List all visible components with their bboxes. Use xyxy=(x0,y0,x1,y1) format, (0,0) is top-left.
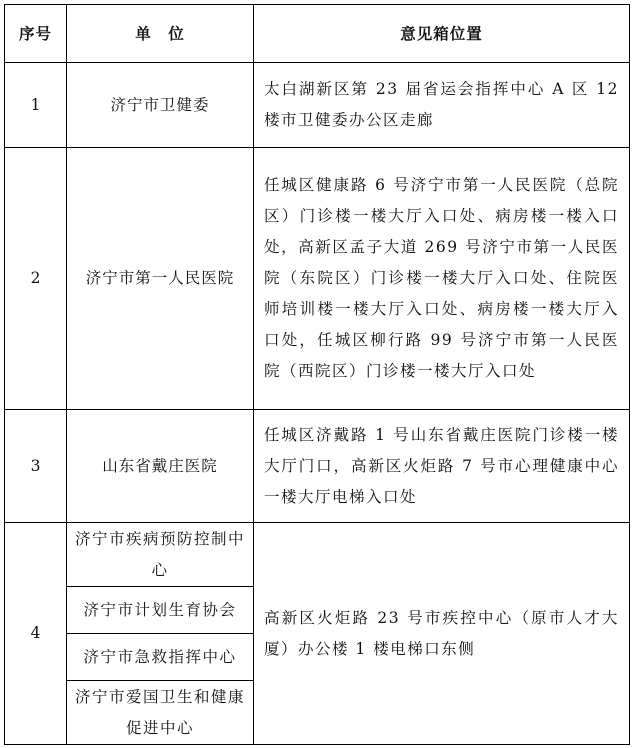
row-unit: 山东省戴庄医院 xyxy=(67,410,254,523)
row-unit: 济宁市急救指挥中心 xyxy=(67,634,254,681)
header-unit: 单 位 xyxy=(67,5,254,63)
table-row xyxy=(5,523,630,587)
table-row xyxy=(5,148,630,410)
row-unit: 济宁市卫健委 xyxy=(67,63,254,148)
row-location: 太白湖新区第 23 届省运会指挥中心 A 区 12 楼市卫健委办公区走廊 xyxy=(254,63,630,148)
table-row xyxy=(5,63,630,148)
table-row xyxy=(5,410,630,523)
row-index: 4 xyxy=(5,523,67,745)
row-location: 任城区健康路 6 号济宁市第一人民医院（总院区）门诊楼一楼大厅入口处、病房楼一楼入口处，高新区孟子大道 269 号济宁市第一人民医院（东院区）门诊楼一楼大厅入口处、住院医师培训楼一楼大厅入口处、病房楼一楼大厅入口处，任城区柳行路 99 号济宁市第一人民医院（西院区）门诊楼一楼大厅入口处 xyxy=(254,148,630,410)
row-unit: 济宁市疾病预防控制中心 xyxy=(67,523,254,587)
row-index: 2 xyxy=(5,148,67,410)
header-location: 意见箱位置 xyxy=(254,5,630,63)
row-index: 3 xyxy=(5,410,67,523)
row-location: 高新区火炬路 23 号市疾控中心（原市人才大厦）办公楼 1 楼电梯口东侧 xyxy=(254,523,630,745)
row-unit: 济宁市计划生育协会 xyxy=(67,587,254,634)
row-location: 任城区济戴路 1 号山东省戴庄医院门诊楼一楼大厅门口，高新区火炬路 7 号市心理健康中心一楼大厅电梯入口处 xyxy=(254,410,630,523)
header-index: 序号 xyxy=(5,5,67,63)
row-index: 1 xyxy=(5,63,67,148)
suggestion-box-table xyxy=(4,4,630,745)
table-header-row xyxy=(5,5,630,63)
row-unit: 济宁市第一人民医院 xyxy=(67,148,254,410)
row-unit: 济宁市爱国卫生和健康促进中心 xyxy=(67,681,254,745)
